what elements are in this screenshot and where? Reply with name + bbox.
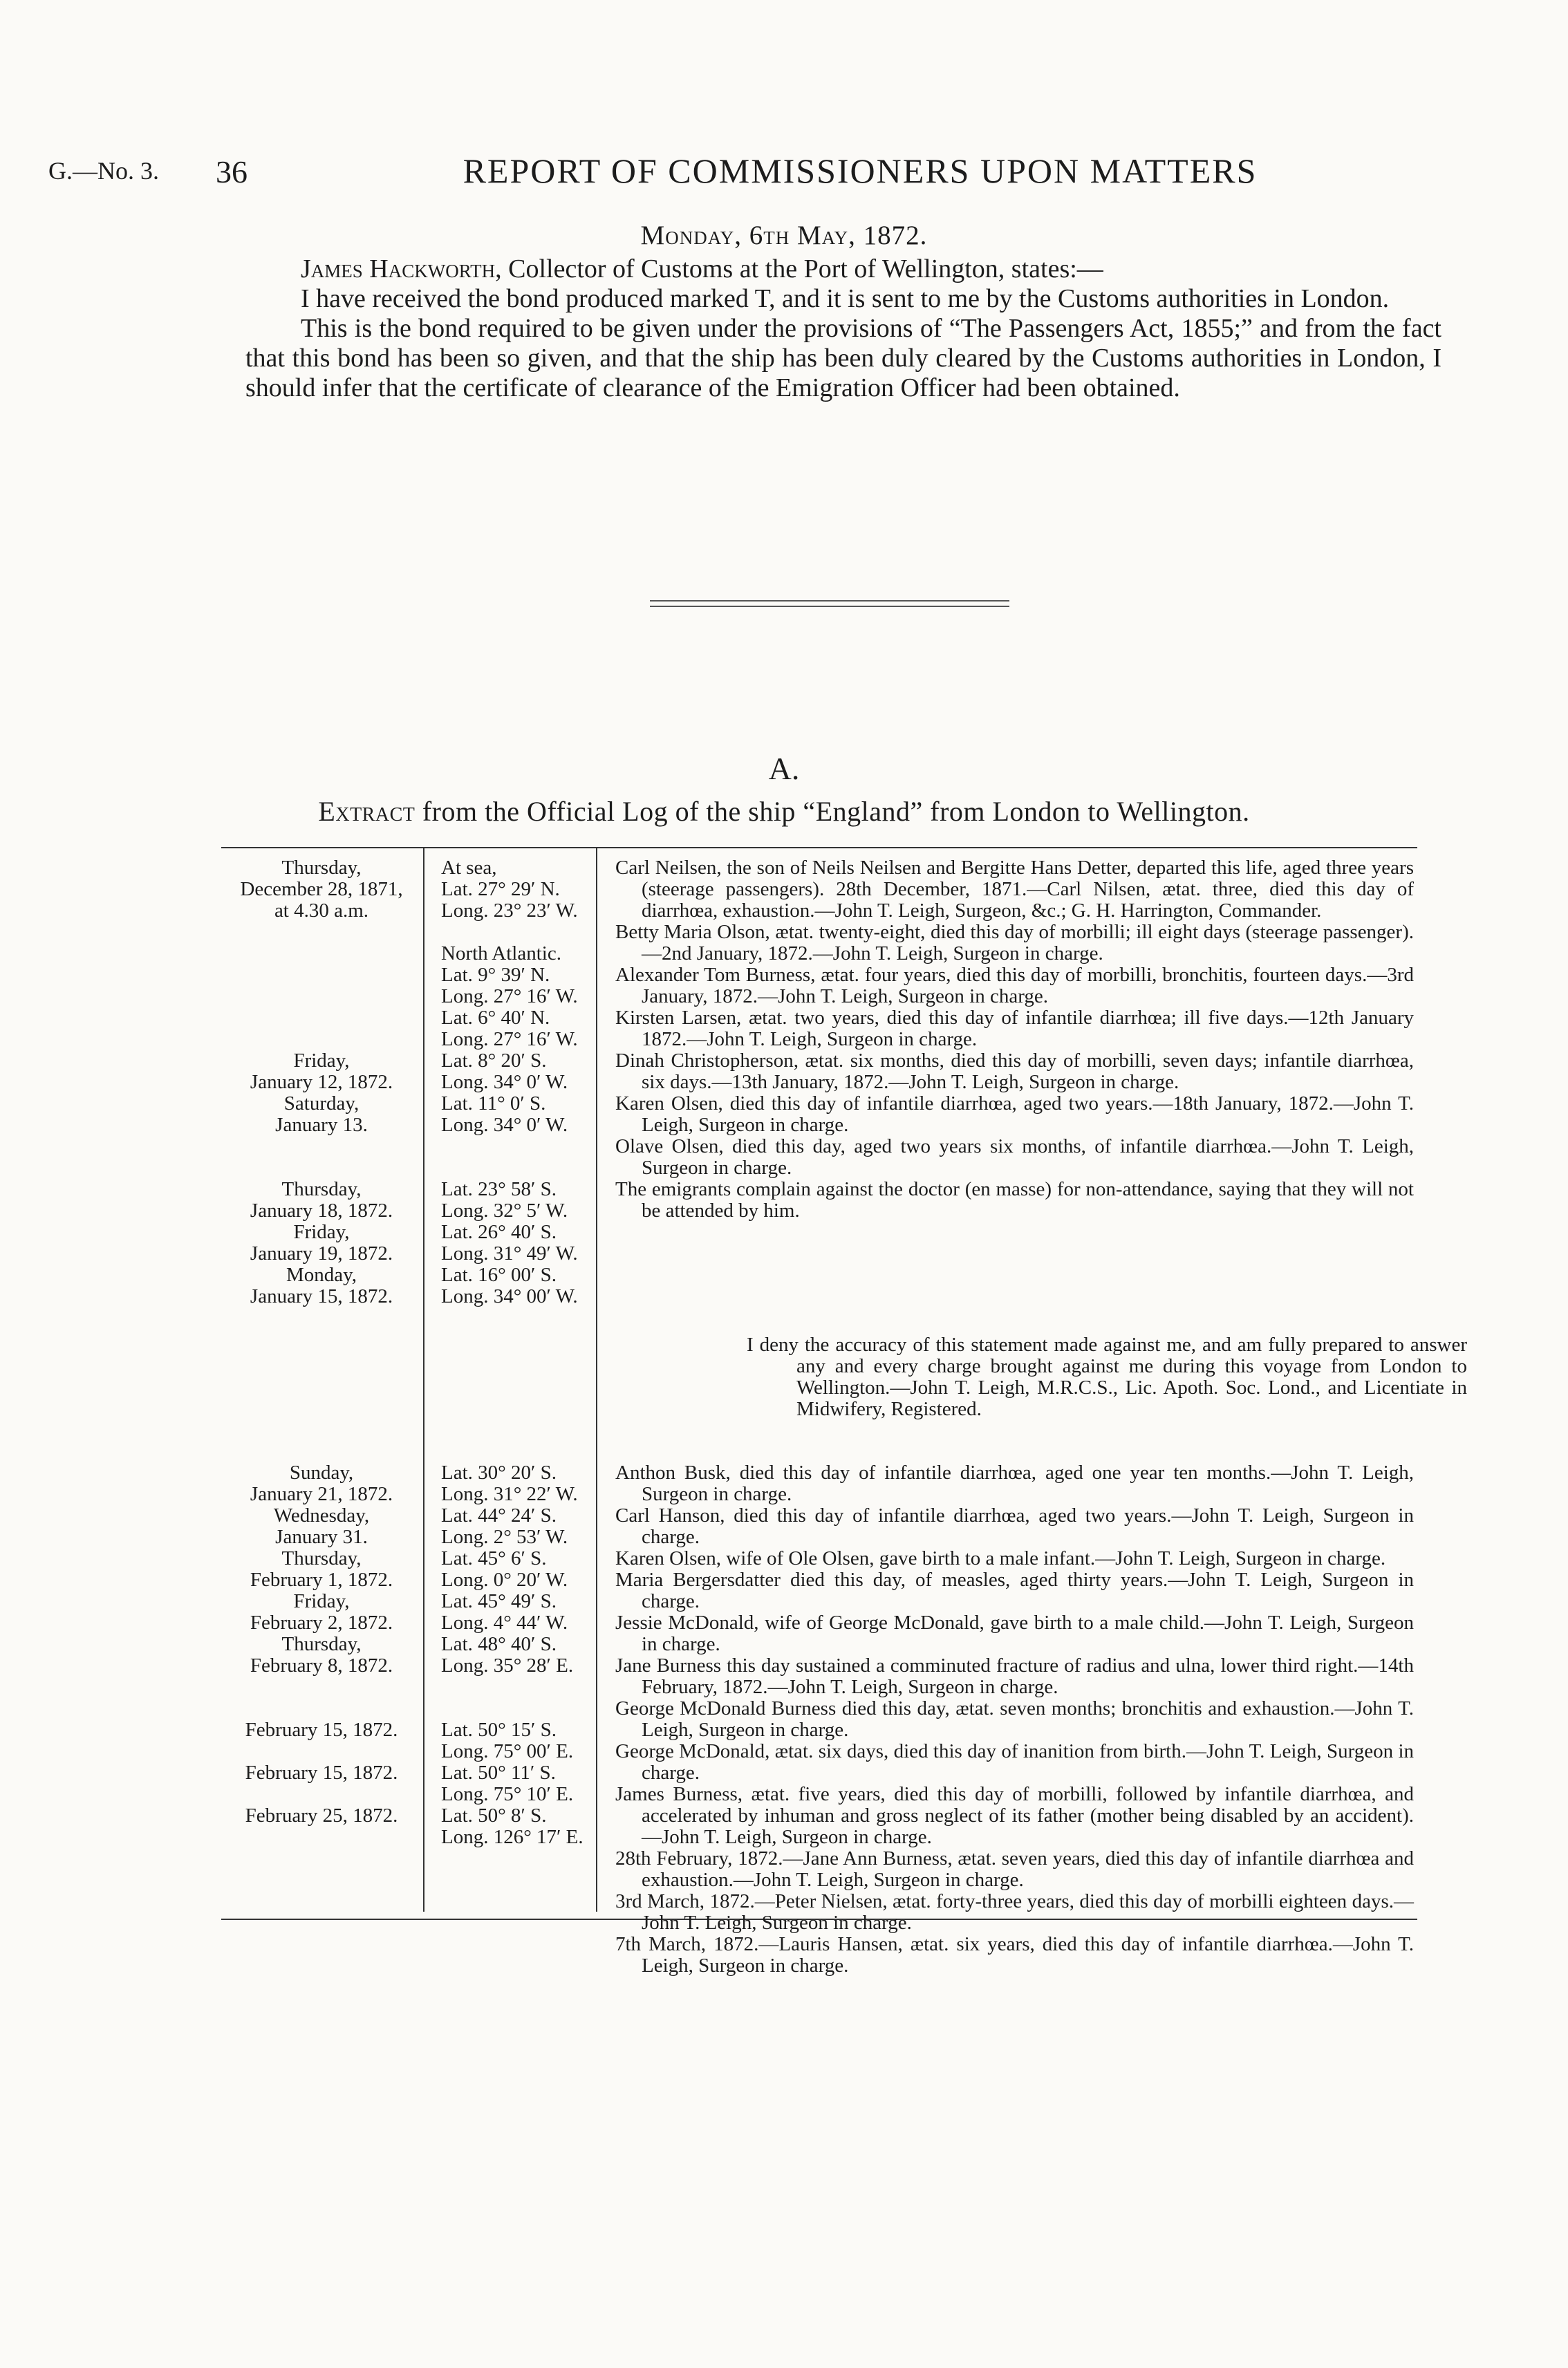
ship-position: Lat. 50° 11′ S. <box>441 1762 556 1784</box>
ship-position <box>441 1677 593 1698</box>
log-entry: Olave Olsen, died this day, aged two years six months, of infantile diarrhœa.—John T. Leigh, Surgeon in charge. <box>615 1135 1414 1179</box>
witness-intro <box>245 254 1441 284</box>
log-entry: James Burness, ætat. five years, died this day of morbilli, followed by infantile diarrhœa, and accelerated by inhuman and gross neglect of its father (mother being disabled by an accident).—John T. Leigh, Surgeon in charge. <box>615 1783 1414 1848</box>
ship-position: Long. 75° 10′ E. <box>441 1783 574 1805</box>
log-entry: Kirsten Larsen, ætat. two years, died this day of infantile diarrhœa; ill five days.—12th January 1872.—John T. Leigh, Surgeon in charge. <box>615 1007 1414 1050</box>
log-entry: Karen Olsen, died this day of infantile diarrhœa, aged two years.—18th January, 1872.—John T. Leigh, Surgeon in charge. <box>615 1092 1414 1136</box>
log-entry: Carl Hanson, died this day of infantile diarrhœa, aged two years.—John T. Leigh, Surgeon in charge. <box>615 1504 1414 1548</box>
log-date: January 12, 1872. <box>250 1071 393 1093</box>
log-date: at 4.30 a.m. <box>274 899 369 922</box>
log-date <box>225 1741 418 1762</box>
log-date: February 25, 1872. <box>245 1805 398 1827</box>
log-date: January 21, 1872. <box>250 1483 393 1505</box>
section-divider <box>650 600 1009 602</box>
ship-position: Lat. 45° 49′ S. <box>441 1590 557 1612</box>
ship-position: Lat. 50° 15′ S. <box>441 1719 557 1741</box>
log-entry: George McDonald, ætat. six days, died this day of inanition from birth.—John T. Leigh, Surgeon in charge. <box>615 1740 1414 1784</box>
log-entry: Jessie McDonald, wife of George McDonald, gave birth to a male child.—John T. Leigh, Surgeon in charge. <box>615 1612 1414 1655</box>
ship-position: Long. 35° 28′ E. <box>441 1654 574 1677</box>
log-date: February 1, 1872. <box>250 1569 393 1591</box>
position-column-2 <box>441 1462 593 1848</box>
date-column-1 <box>225 857 418 1307</box>
ship-position: Long. 31° 22′ W. <box>441 1483 578 1505</box>
ship-position: Lat. 16° 00′ S. <box>441 1264 557 1286</box>
ship-position: Lat. 27° 29′ N. <box>441 878 560 900</box>
surgeon-rebuttal: I deny the accuracy of this statement made against me, and am fully prepared to answer any and every charge brought against me during this voyage from London to Wellington.—John T. Leigh, M.R.C.S., Lic. Apoth. Soc. Lond., and Licentiate in Midwifery, Registered. <box>747 1334 1467 1420</box>
log-date: Friday, <box>293 1590 350 1612</box>
log-entries-2 <box>615 1462 1414 1977</box>
log-entry: The emigrants complain against the doctor (en masse) for non-attendance, saying that they will not be attended by him. <box>615 1178 1414 1222</box>
witness-statement <box>245 254 1441 403</box>
log-entry: Karen Olsen, wife of Ole Olsen, gave birth to a male infant.—John T. Leigh, Surgeon in charge. <box>615 1547 1386 1569</box>
log-date: January 15, 1872. <box>250 1285 393 1307</box>
log-date: January 31. <box>275 1526 368 1548</box>
log-entry: Jane Burness this day sustained a comminuted fracture of radius and ulna, lower third right.—14th February, 1872.—John T. Leigh, Surgeon in charge. <box>615 1654 1414 1698</box>
ship-position: Long. 2° 53′ W. <box>441 1526 568 1548</box>
witness-name: James Hackworth <box>301 254 496 283</box>
log-entries-1 <box>615 857 1414 1222</box>
ship-position: Long. 75° 00′ E. <box>441 1740 574 1762</box>
date-column-2 <box>225 1462 418 1827</box>
paragraph: I have received the bond produced marked T, and it is sent to me by the Customs authorities in London. <box>301 284 1390 313</box>
ship-position <box>441 1136 593 1157</box>
column-divider <box>596 847 597 1912</box>
extract-lead: Extract <box>318 796 416 827</box>
page-number: 36 <box>216 154 248 189</box>
log-date: Wednesday, <box>273 1504 370 1527</box>
log-date <box>225 1677 418 1698</box>
log-entry: George McDonald Burness died this day, ætat. seven months; bronchitis and exhaustion.—John T. Leigh, Surgeon in charge. <box>615 1697 1414 1741</box>
log-date <box>225 1698 418 1719</box>
log-entry: Dinah Christopherson, ætat. six months, died this day of morbilli, seven days; infantile diarrhœa, six days.—13th January, 1872.—John T. Leigh, Surgeon in charge. <box>615 1050 1414 1093</box>
ship-position: Long. 27° 16′ W. <box>441 985 578 1007</box>
ship-position: Long. 126° 17′ E. <box>441 1826 584 1848</box>
log-date: January 13. <box>275 1114 368 1136</box>
date-line: Monday, 6th May, 1872. <box>640 221 928 250</box>
ship-position: Long. 31° 49′ W. <box>441 1242 578 1265</box>
log-date <box>225 1136 418 1157</box>
extract-title: from the Official Log of the ship “England” from London to Wellington. <box>415 796 1250 827</box>
extract-heading <box>0 795 1568 828</box>
ship-position: Lat. 30° 20′ S. <box>441 1462 557 1484</box>
log-entry: Betty Maria Olson, ætat. twenty-eight, died this day of morbilli; ill eight days (steerage passenger).—2nd January, 1872.—John T. Leigh, Surgeon in charge. <box>615 921 1414 964</box>
page-header <box>48 151 1464 206</box>
log-date: Monday, <box>286 1264 357 1286</box>
ship-position <box>441 1698 593 1719</box>
table-top-rule <box>221 847 1417 848</box>
document-reference: G.—No. 3. <box>48 157 159 185</box>
log-date: December 28, 1871, <box>240 878 403 900</box>
log-date: February 15, 1872. <box>245 1762 398 1784</box>
ship-position: Long. 4° 44′ W. <box>441 1612 568 1634</box>
ship-position: Long. 0° 20′ W. <box>441 1569 568 1591</box>
log-date: January 19, 1872. <box>250 1242 393 1265</box>
log-entry: 7th March, 1872.—Lauris Hansen, ætat. six years, died this day of infantile diarrhœa.—John T. Leigh, Surgeon in charge. <box>615 1933 1414 1977</box>
log-date: Thursday, <box>281 857 362 879</box>
ship-position: Long. 34° 00′ W. <box>441 1285 578 1307</box>
running-title: REPORT OF COMMISSIONERS UPON MATTERS <box>463 151 1258 190</box>
log-date: Friday, <box>293 1050 350 1072</box>
ship-position <box>441 922 593 943</box>
log-date: Friday, <box>293 1221 350 1243</box>
log-date <box>225 922 418 943</box>
log-date: Thursday, <box>281 1547 362 1569</box>
ship-position: North Atlantic. <box>441 942 561 964</box>
log-date: Thursday, <box>281 1633 362 1655</box>
ship-position: Long. 27° 16′ W. <box>441 1028 578 1050</box>
log-entry: 3rd March, 1872.—Peter Nielsen, ætat. forty-three years, died this day of morbilli eighteen days.—John T. Leigh, Surgeon in charge. <box>615 1890 1414 1934</box>
paragraph: This is the bond required to be given under the provisions of “The Passengers Act, 1855;” and from the fact that this bond has been so given, and that the ship has been duly cleared by the Customs authorities in London, I should infer that the certificate of clearance of the Emigration Officer had been obtained. <box>245 314 1441 402</box>
log-date: January 18, 1872. <box>250 1200 393 1222</box>
log-entry: 28th February, 1872.—Jane Ann Burness, ætat. seven years, died this day of infantile diarrhœa and exhaustion.—John T. Leigh, Surgeon in charge. <box>615 1847 1414 1891</box>
log-date <box>225 986 418 1007</box>
log-date: February 2, 1872. <box>250 1612 393 1634</box>
ship-position: Long. 32° 5′ W. <box>441 1200 568 1222</box>
log-entry: Anthon Busk, died this day of infantile diarrhœa, aged one year ten months.—John T. Leigh, Surgeon in charge. <box>615 1462 1414 1505</box>
ship-position: Lat. 6° 40′ N. <box>441 1007 550 1029</box>
log-date <box>225 943 418 964</box>
ship-position: Lat. 50° 8′ S. <box>441 1805 547 1827</box>
ship-position: Lat. 26° 40′ S. <box>441 1221 557 1243</box>
ship-position: Lat. 23° 58′ S. <box>441 1178 557 1200</box>
log-date <box>225 1784 418 1805</box>
ship-position: At sea, <box>441 857 497 879</box>
ship-position: Long. 34° 0′ W. <box>441 1071 568 1093</box>
ship-position: Long. 23° 23′ W. <box>441 899 578 922</box>
log-date: February 8, 1872. <box>250 1654 393 1677</box>
log-entry: Maria Bergersdatter died this day, of measles, aged thirty years.—John T. Leigh, Surgeon in charge. <box>615 1569 1414 1612</box>
log-entry: Alexander Tom Burness, ætat. four years, died this day of morbilli, bronchitis, fourteen days.—3rd January, 1872.—John T. Leigh, Surgeon in charge. <box>615 964 1414 1007</box>
column-divider <box>423 847 424 1912</box>
log-entry: Carl Neilsen, the son of Neils Neilsen and Bergitte Hans Detter, departed this life, aged three years (steerage passengers). 28th December, 1871.—Carl Nilsen, ætat. three, died this day of diarrhœa, exhaustion.—John T. Leigh, Surgeon, &c.; G. H. Harrington, Commander. <box>615 857 1414 922</box>
ship-position: Lat. 45° 6′ S. <box>441 1547 547 1569</box>
section-divider <box>650 606 1009 607</box>
ship-position: Lat. 48° 40′ S. <box>441 1633 557 1655</box>
log-date <box>225 1157 418 1179</box>
log-date: Thursday, <box>281 1178 362 1200</box>
log-date <box>225 964 418 986</box>
log-date <box>225 1007 418 1029</box>
log-date <box>225 1029 418 1050</box>
witness-role: , Collector of Customs at the Port of Wellington, states:— <box>495 254 1103 283</box>
ship-position: Lat. 11° 0′ S. <box>441 1092 546 1115</box>
log-date: Sunday, <box>289 1462 354 1484</box>
ship-position: Lat. 44° 24′ S. <box>441 1504 557 1527</box>
log-date: Saturday, <box>283 1092 360 1115</box>
ship-position: Lat. 8° 20′ S. <box>441 1050 547 1072</box>
appendix-letter: A. <box>768 751 800 786</box>
ship-position: Long. 34° 0′ W. <box>441 1114 568 1136</box>
ship-position <box>441 1157 593 1179</box>
log-date: February 15, 1872. <box>245 1719 398 1741</box>
ship-position: Lat. 9° 39′ N. <box>441 964 550 986</box>
position-column-1 <box>441 857 593 1307</box>
